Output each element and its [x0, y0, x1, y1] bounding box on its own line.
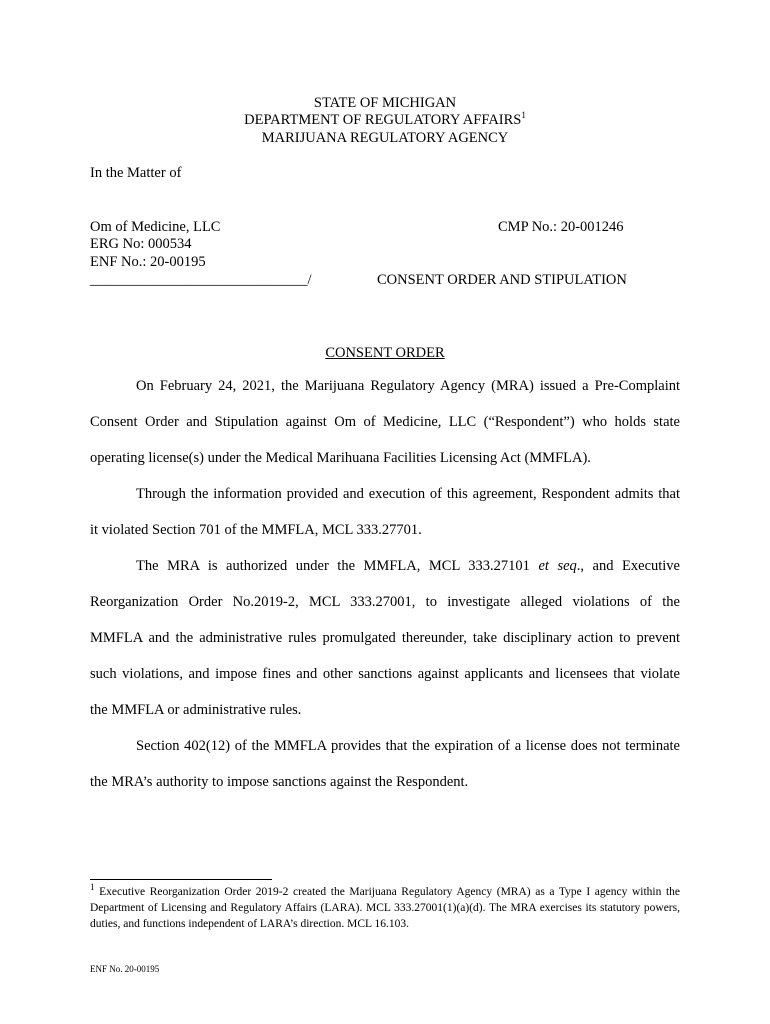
paragraph-4	[90, 728, 680, 800]
header-line-1: STATE OF MICHIGAN	[313, 95, 457, 111]
header-state	[0, 94, 770, 112]
respondent-name: Om of Medicine, LLC	[90, 219, 221, 235]
paragraph-3-line-2: Reorganization Order No.2019-2, MCL 333.27001, to investigate alleged violations of the	[90, 594, 680, 610]
paragraph-1-line-2: Consent Order and Stipulation against Om of Medicine, LLC (“Respondent”) who holds state	[90, 414, 680, 430]
paragraph-3-line-5: the MMFLA or administrative rules.	[90, 702, 302, 718]
paragraph-4-line-2: the MRA’s authority to impose sanctions against the Respondent.	[90, 774, 469, 790]
paragraph-2	[90, 476, 680, 548]
erg-number: ERG No: 000534	[90, 236, 192, 252]
signature-line: ______________________________/	[90, 272, 312, 288]
paragraph-3-line-4: such violations, and impose fines and other sanctions against applicants and licensees that violate	[90, 666, 680, 682]
paragraph-1-line-3: operating license(s) under the Medical Marihuana Facilities Licensing Act (MMFLA).	[90, 450, 591, 466]
enf-number: ENF No.: 20-00195	[90, 254, 206, 270]
document-title: CONSENT ORDER AND STIPULATION	[377, 272, 627, 288]
footnote-divider	[90, 879, 272, 880]
paragraph-1-line-1: On February 24, 2021, the Marijuana Regulatory Agency (MRA) issued a Pre-Complaint	[136, 378, 680, 394]
paragraph-3	[90, 548, 680, 728]
paragraph-3-line-3: MMFLA and the administrative rules promulgated thereunder, take disciplinary action to prevent	[90, 630, 680, 646]
header-line-3: MARIJUANA REGULATORY AGENCY	[261, 130, 509, 146]
header-agency	[0, 129, 770, 147]
header-department	[0, 111, 770, 129]
footnote-marker: 1	[90, 882, 95, 893]
footnote-ref: 1	[521, 110, 526, 121]
footnote	[90, 884, 680, 932]
paragraph-3-line-1: The MRA is authorized under the MMFLA, MCL 333.27101 et seq., and Executive	[136, 558, 680, 574]
paragraph-2-line-2: it violated Section 701 of the MMFLA, MCL 333.27701.	[90, 522, 422, 538]
paragraph-2-line-1: Through the information provided and execution of this agreement, Respondent admits that	[136, 486, 680, 502]
paragraph-1	[90, 368, 680, 476]
section-title	[0, 344, 770, 362]
section-title-text: CONSENT ORDER	[325, 345, 445, 361]
header-line-2: DEPARTMENT OF REGULATORY AFFAIRS	[244, 112, 522, 128]
paragraph-4-line-1: Section 402(12) of the MMFLA provides that the expiration of a license does not terminate	[136, 738, 680, 754]
footnote-text: Executive Reorganization Order 2019-2 created the Marijuana Regulatory Agency (MRA) as a Type I agency within the Department of Licensing and Regulatory Affairs (LARA). MCL 333.27001(1)(a)(d). The MRA exercises its statutory powers, duties, and functions independent of LARA’s direction. MCL 16.103.	[90, 886, 680, 930]
footer-enf-number: ENF No. 20-00195	[90, 964, 160, 974]
cmp-number: CMP No.: 20-001246	[498, 219, 624, 235]
matter-intro: In the Matter of	[90, 165, 182, 181]
